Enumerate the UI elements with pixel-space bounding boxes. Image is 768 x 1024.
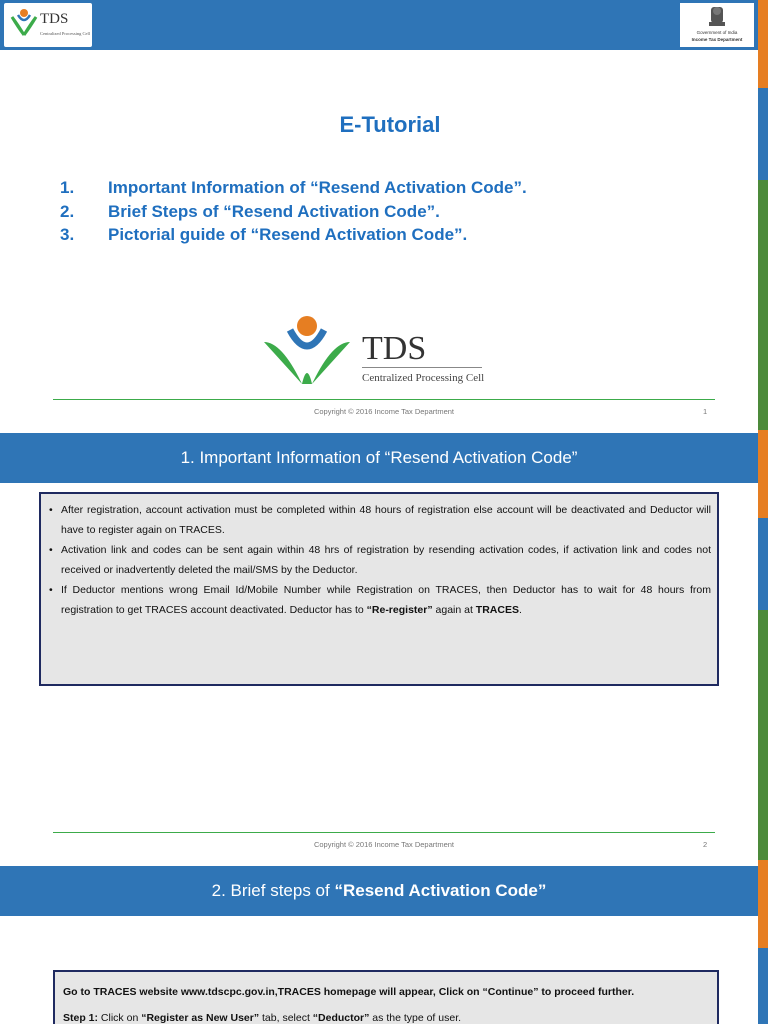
info-bullet: • Activation link and codes can be sent again within 48 hrs of registration by resending activation codes, if activation link and codes not received or inadvertently deleted the mail/SMS by the Deductor. bbox=[47, 540, 711, 580]
page-title: E-Tutorial bbox=[339, 112, 441, 137]
toc-text: Important Information of “Resend Activation Code”. bbox=[108, 178, 527, 197]
emblem-text-govt: Government of India bbox=[696, 30, 738, 35]
toc-number: 2. bbox=[60, 201, 75, 221]
slide2-header: 1. Important Information of “Resend Activation Code” bbox=[0, 433, 758, 483]
toc-text: Pictorial guide of “Resend Activation Code”. bbox=[108, 225, 468, 244]
steps-box bbox=[53, 970, 719, 1024]
toc-item bbox=[60, 202, 527, 226]
toc-number: 3. bbox=[60, 225, 75, 244]
emblem-text-dept: Income Tax Department bbox=[691, 37, 743, 42]
info-bullet: • After registration, account activation must be completed within 48 hours of registration else account will be deactivated and Deductor will have to register again on TRACES. bbox=[47, 500, 711, 540]
page-number: 2 bbox=[703, 840, 708, 849]
info-bullet: • If Deductor mentions wrong Email Id/Mobile Number while Registration on TRACES, then Deductor has to wait for 48 hours from registration to get TRACES account deactivated. Deductor has to “Re-register” again at TRACES. bbox=[47, 580, 711, 620]
slide3-header: 2. Brief steps of “Resend Activation Code” bbox=[0, 866, 758, 916]
steps-intro: Go to TRACES website www.tdscpc.gov.in,TRACES homepage will appear, Click on “Continue” to proceed further. bbox=[63, 986, 635, 998]
table-of-contents bbox=[60, 178, 527, 249]
tds-logo bbox=[4, 3, 92, 47]
side-color-strip bbox=[758, 0, 768, 1024]
tds-big-leaf-icon bbox=[262, 312, 352, 390]
small-logo-text: TDS bbox=[40, 11, 69, 27]
govt-emblem bbox=[680, 3, 754, 47]
toc-item bbox=[60, 178, 527, 202]
info-box bbox=[39, 492, 719, 686]
footer-divider bbox=[53, 832, 715, 833]
toc-number: 1. bbox=[60, 178, 75, 197]
toc-text: Brief Steps of “Resend Activation Code”. bbox=[108, 201, 440, 221]
ashoka-emblem-icon bbox=[680, 3, 754, 31]
logo-divider bbox=[362, 367, 482, 368]
footer-copyright: Copyright © 2016 Income Tax Department bbox=[313, 407, 455, 416]
footer-copyright: Copyright © 2016 Income Tax Department bbox=[313, 840, 455, 849]
slide1-header-bar bbox=[0, 0, 758, 50]
toc-item bbox=[60, 225, 527, 249]
big-logo-text: TDS bbox=[362, 330, 427, 367]
big-logo-sub: Centralized Processing Cell bbox=[362, 372, 485, 384]
small-logo-sub: Centralized Processing Cell bbox=[40, 31, 90, 36]
footer-divider bbox=[53, 399, 715, 400]
page-number: 1 bbox=[703, 407, 708, 416]
step-1: Step 1: Click on “Register as New User” tab, select “Deductor” as the type of user. bbox=[63, 1012, 462, 1024]
